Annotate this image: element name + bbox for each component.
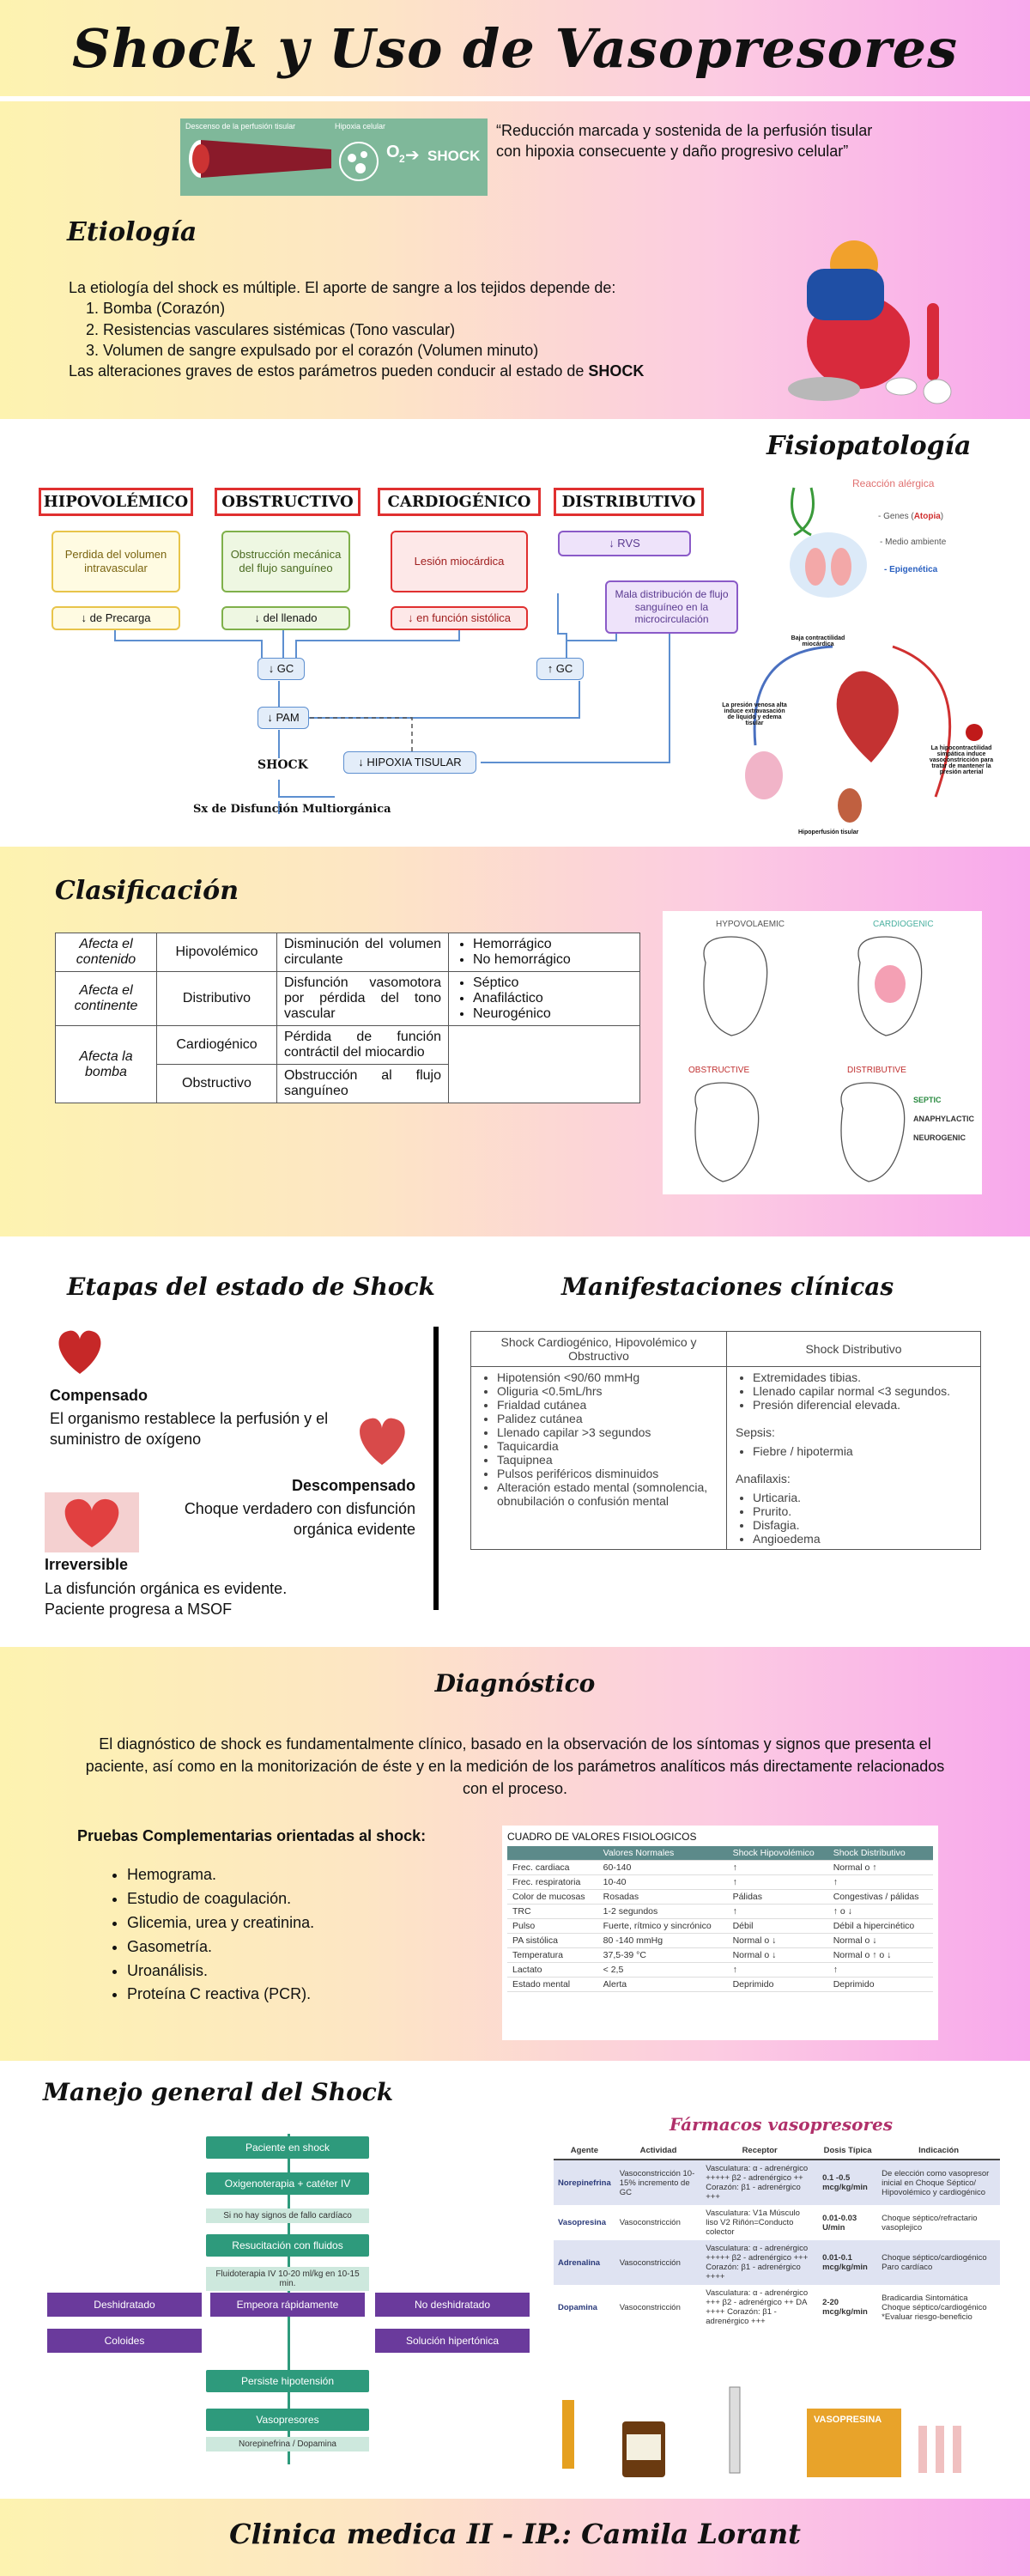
diag-pruebas-list <box>103 1863 314 2007</box>
table-cell: Vasculatura: V1a Músculo liso V2 Riñón=Conducto colector <box>706 2208 800 2237</box>
table-cell: < 2,5 <box>598 1963 728 1978</box>
heart-descompensado-icon <box>350 1408 415 1473</box>
table-cell: ↑ <box>828 1875 933 1890</box>
etapa-irreversible: Irreversible <box>45 1556 129 1573</box>
table-cell: Normal o ↓ <box>728 1948 828 1963</box>
heart-irreversible-icon <box>45 1492 139 1552</box>
clasif-tipo: Hipovolémico <box>157 933 277 972</box>
phys-table-title: CUADRO DE VALORES FISIOLOGICOS <box>507 1831 697 1843</box>
manif-item: • Angioedema <box>753 1532 972 1546</box>
drug-vials-icon <box>558 2383 996 2486</box>
clasif-desc: Disfunción vasomotora por pérdida del tono vascular <box>277 972 449 1026</box>
table-cell: Normal o ↓ <box>728 1934 828 1948</box>
clasif-sub: • No hemorrágico <box>473 952 633 968</box>
table-cell: Vasoconstricción 10-15% incremento de GC <box>619 2168 695 2197</box>
table-cell: Fuerte, rítmico y sincrónico <box>598 1919 728 1934</box>
table-cell: PA sistólica <box>507 1934 598 1948</box>
flow-resucitacion: Resucitación con fluidos <box>206 2234 369 2257</box>
manif-sepsis-list <box>736 1444 972 1458</box>
manif-item: • Taquicardia <box>497 1439 718 1453</box>
table-cell: Pulso <box>507 1919 598 1934</box>
table-cell: De elección como vasopresor inicial en Choque Séptico/ Hipovolémico y cardiogénico <box>882 2168 990 2197</box>
box-precarga: ↓ de Precarga <box>52 606 180 630</box>
footer-band <box>0 2499 1030 2576</box>
etiologia-section <box>0 101 1030 419</box>
hdr-obstructivo: OBSTRUCTIVO <box>215 488 360 516</box>
clasif-grp: Afecta la bomba <box>56 1026 157 1103</box>
table-cell: ↑ <box>728 1963 828 1978</box>
venous-label: La presión venosa alta induce extravasación de líquido y edema tisular <box>722 702 787 726</box>
table-row <box>507 1875 933 1890</box>
sketch-cardiogenic: CARDIOGENIC <box>873 920 934 929</box>
table-header-cell: Shock Hipovolémico <box>728 1846 828 1861</box>
shock-label: SHOCK <box>427 148 481 164</box>
flow-paciente-shock: Paciente en shock <box>206 2136 369 2159</box>
fisio-heading: Fisiopatología <box>766 431 972 461</box>
arrow-icon: ➔ <box>405 146 420 165</box>
table-row <box>56 1026 640 1065</box>
table-row <box>56 972 640 1026</box>
box-lesion-miocardica: Lesión miocárdica <box>391 531 528 592</box>
diag-pruebas-title: Pruebas Complementarias orientadas al shock: <box>77 1827 427 1844</box>
manif-item: • Frialdad cutánea <box>497 1398 718 1412</box>
fisio-shock: SHOCK <box>258 758 308 772</box>
etiologia-item: 3. Volumen de sangre expulsado por el corazón (Volumen minuto) <box>103 340 755 361</box>
box-funcion-sistolica: ↓ en función sistólica <box>391 606 528 630</box>
table-cell: 0.1 -0.5 mcg/kg/min <box>822 2173 868 2192</box>
clasif-sub: • Anafiláctico <box>473 991 633 1006</box>
table-cell: Normal o ↑ o ↓ <box>828 1948 933 1963</box>
heart-sketch-icon <box>663 911 982 1194</box>
table-cell: Normal o ↓ <box>828 1934 933 1948</box>
hypoxia-label: Hipoxia celular <box>335 122 386 131</box>
etiologia-body <box>69 277 755 381</box>
table-cell: Deprimido <box>828 1978 933 1992</box>
box-hipoxia-tisular: ↓ HIPOXIA TISULAR <box>343 751 476 774</box>
table-cell: Norepinefrina <box>558 2178 611 2188</box>
table-row <box>554 2285 1000 2330</box>
manif-heading: Manifestaciones clínicas <box>561 1273 894 1301</box>
table-cell: Vasopresina <box>558 2218 606 2227</box>
diagnostico-section <box>0 1647 1030 2061</box>
shock-types-sketch <box>663 911 982 1194</box>
manejo-heading: Manejo general del Shock <box>43 2078 394 2106</box>
table-cell: 2-20 mcg/kg/min <box>822 2298 868 2317</box>
atopia-label: Atopia <box>913 512 941 521</box>
heart-compensado-icon <box>50 1321 110 1381</box>
box-perdida-volumen: Perdida del volumen intravascular <box>52 531 180 592</box>
table-row <box>554 2160 1000 2205</box>
vasopresina-box-label: VASOPRESINA <box>814 2415 882 2425</box>
manejo-section <box>0 2061 1030 2499</box>
box-obstruccion: Obstrucción mecánica del flujo sanguíneo <box>221 531 350 592</box>
sketch-hypovolaemic: HYPOVOLAEMIC <box>716 920 785 929</box>
table-cell: Bradicardia Sintomática Choque séptico/cardiogénico *Evaluar riesgo-beneficio <box>882 2293 987 2322</box>
etapa-compensado: Compensado <box>50 1387 148 1404</box>
clasif-grp: Afecta el continente <box>56 972 157 1026</box>
manif-item: • Presión diferencial elevada. <box>753 1398 972 1412</box>
farm-heading: Fármacos vasopresores <box>670 2114 894 2135</box>
manif-item: • Hipotensión <90/60 mmHg <box>497 1370 718 1384</box>
manif-item: • Prurito. <box>753 1504 972 1518</box>
box-gc-up: ↑ GC <box>536 658 584 680</box>
manif-item: • Llenado capilar >3 segundos <box>497 1425 718 1439</box>
table-row <box>56 933 640 972</box>
diag-item: • Glicemia, urea y creatinina. <box>127 1911 314 1935</box>
etiologia-lead: La etiología del shock es múltiple. El aporte de sangre a los tejidos depende de: <box>69 279 616 296</box>
allergic-title: Reacción alérgica <box>852 477 935 489</box>
table-row <box>507 1861 933 1875</box>
sketch-obstructive: OBSTRUCTIVE <box>688 1066 750 1075</box>
table-row <box>554 2240 1000 2285</box>
table-header-cell: Indicación <box>877 2142 1000 2160</box>
etapa-irreversible-desc: La disfunción orgánica es evidente. Paciente progresa a MSOF <box>45 1580 288 1619</box>
table-row <box>507 1919 933 1934</box>
clasif-sub: • Neurogénico <box>473 1006 633 1022</box>
table-cell: Vasoconstricción <box>619 2302 681 2312</box>
clasif-table <box>55 933 640 1103</box>
genes-close: ) <box>940 512 944 521</box>
page-title: Shock y Uso de Vasopresores <box>72 17 958 80</box>
lungs-icon <box>777 471 880 599</box>
clasif-sub: • Séptico <box>473 975 633 991</box>
sketch-neurogenic: NEUROGENIC <box>913 1133 966 1142</box>
table-cell: ↑ <box>728 1861 828 1875</box>
table-row <box>507 1905 933 1919</box>
table-row <box>507 1978 933 1992</box>
manif-item: • Fiebre / hipotermia <box>753 1444 972 1458</box>
table-cell: 60-140 <box>598 1861 728 1875</box>
o2-label: O <box>386 143 400 161</box>
clasif-tipo: Obstructivo <box>157 1065 277 1103</box>
etapas-heading: Etapas del estado de Shock <box>67 1273 435 1301</box>
manif-anafilaxis-label: Anafilaxis: <box>736 1472 791 1485</box>
hdr-hipovolemico: HIPOVOLÉMICO <box>39 488 193 516</box>
table-row <box>507 1948 933 1963</box>
table-cell: Choque séptico/refractario vasoplejico <box>882 2213 978 2233</box>
medio-label: - Medio ambiente <box>880 538 947 547</box>
table-cell: 37,5-39 °C <box>598 1948 728 1963</box>
heart-circulation-icon <box>721 634 996 840</box>
flow-empeora: Empeora rápidamente <box>210 2293 365 2317</box>
table-header-cell: Dosis Típica <box>818 2142 877 2160</box>
table-cell: Débil <box>728 1919 828 1934</box>
table-cell: Temperatura <box>507 1948 598 1963</box>
table-cell: Congestivas / pálidas <box>828 1890 933 1905</box>
manif-item: • Disfagia. <box>753 1518 972 1532</box>
hdr-cardiogenico: CARDIOGÉNICO <box>378 488 541 516</box>
flow-hipertonica: Solución hipertónica <box>375 2329 530 2353</box>
vessel-icon <box>185 137 340 180</box>
etapas-section <box>0 1236 1030 1647</box>
manif-item: • Pulsos periféricos disminuidos <box>497 1467 718 1480</box>
table-cell: 1-2 segundos <box>598 1905 728 1919</box>
flow-fallo-cardiaco: Si no hay signos de fallo cardíaco <box>206 2208 369 2223</box>
diag-item: • Gasometría. <box>127 1935 314 1959</box>
manif-col2-header: Shock Distributivo <box>727 1332 981 1367</box>
table-cell: Pálidas <box>728 1890 828 1905</box>
table-cell: Alerta <box>598 1978 728 1992</box>
epigenetica-label: - Epigenética <box>884 565 938 574</box>
table-header-cell: Valores Normales <box>598 1846 728 1861</box>
flow-norepinefrina: Norepinefrina / Dopamina <box>206 2437 369 2451</box>
table-header-row <box>507 1846 933 1861</box>
hdr-distributivo: DISTRIBUTIVO <box>554 488 704 516</box>
table-cell: Vasoconstricción <box>619 2257 681 2268</box>
sketch-distributive: DISTRIBUTIVE <box>847 1066 906 1075</box>
fisiopatologia-section <box>0 419 1030 847</box>
table-cell: ↑ <box>728 1905 828 1919</box>
etiologia-item: 1. Bomba (Corazón) <box>103 298 755 319</box>
table-cell: 80 -140 mmHg <box>598 1934 728 1948</box>
valores-fisiologicos-table <box>502 1826 938 2040</box>
clasif-desc: Disminución del volumen circulante <box>277 933 449 972</box>
contractility-label: Baja contractilidad miocárdica <box>791 635 845 647</box>
manif-item: • Oliguria <0.5mL/hrs <box>497 1384 718 1398</box>
manif-item: • Palidez cutánea <box>497 1412 718 1425</box>
allergic-reaction-image <box>777 471 957 599</box>
etiologia-shock: SHOCK <box>588 362 645 380</box>
manif-item: • Taquipnea <box>497 1453 718 1467</box>
box-llenado: ↓ del llenado <box>221 606 350 630</box>
clasif-desc: Pérdida de función contráctil del miocardio <box>277 1026 449 1065</box>
etiologia-item: 2. Resistencias vasculares sistémicas (Tono vascular) <box>103 319 755 340</box>
flow-persiste-hipotension: Persiste hipotensión <box>206 2370 369 2392</box>
manif-item: • Extremidades tibias. <box>753 1370 972 1384</box>
box-pam: ↓ PAM <box>258 707 309 729</box>
diag-item: • Uroanálisis. <box>127 1959 314 1984</box>
etiologia-closing: Las alteraciones graves de estos parámetros pueden conducir al estado de <box>69 362 589 380</box>
manif-col2-list <box>736 1370 972 1412</box>
perfusion-label: Descenso de la perfusión tisular <box>185 122 296 131</box>
hypoperfusion-label: Hipoperfusión tisular <box>798 829 859 835</box>
box-rvs: ↓ RVS <box>558 531 691 556</box>
table-header-cell: Receptor <box>701 2142 818 2160</box>
table-cell: 10-40 <box>598 1875 728 1890</box>
diag-item: • Estudio de coagulación. <box>127 1887 314 1911</box>
flow-oxigenoterapia: Oxigenoterapia + catéter IV <box>206 2172 369 2195</box>
footer-credit: Clinica medica II - IP.: Camila Lorant <box>229 2518 801 2550</box>
vasoconstriction-label: La hipocontractilidad simpática induce vasoconstricción para tratar de mantener la presión arterial <box>929 745 994 775</box>
table-header-cell: Shock Distributivo <box>828 1846 933 1861</box>
manif-item: • Alteración estado mental (somnolencia, obnubilación o confusión mental <box>497 1480 718 1508</box>
manif-item: • Urticaria. <box>753 1491 972 1504</box>
table-row <box>507 1963 933 1978</box>
table-cell: Normal o ↑ <box>828 1861 933 1875</box>
clasif-tipo: Cardiogénico <box>157 1026 277 1065</box>
table-cell: Rosadas <box>598 1890 728 1905</box>
table-row <box>507 1934 933 1948</box>
diag-text: El diagnóstico de shock es fundamentalmente clínico, basado en la observación de los síntomas y signos que presenta el paciente, así como en la monitorización de éste y en la medición de los parámetros analíticos más directamente relacionados con el proceso. <box>85 1735 945 1798</box>
heart-circulation-image <box>721 634 996 840</box>
clasif-desc: Obstrucción al flujo sanguíneo <box>277 1065 449 1103</box>
diag-heading: Diagnóstico <box>434 1669 596 1698</box>
farmacos-table <box>554 2142 1000 2330</box>
shock-definition-quote: “Reducción marcada y sostenida de la perfusión tisular con hipoxia consecuente y daño progresivo celular” <box>496 122 873 161</box>
flow-vasopresores: Vasopresores <box>206 2409 369 2431</box>
etapa-compensado-desc: El organismo restablece la perfusión y el suministro de oxígeno <box>50 1410 329 1449</box>
diag-item: • Hemograma. <box>127 1863 314 1887</box>
manif-sepsis-label: Sepsis: <box>736 1425 775 1439</box>
clasificacion-section <box>0 847 1030 1236</box>
manif-col1-list <box>480 1370 718 1508</box>
clasif-tipo: Distributivo <box>157 972 277 1026</box>
table-cell: 0.01-0.1 mcg/kg/min <box>822 2253 868 2272</box>
manif-anafilaxis-list <box>736 1491 972 1546</box>
table-cell: Frec. cardiaca <box>507 1861 598 1875</box>
table-cell: Estado mental <box>507 1978 598 1992</box>
table-cell: ↑ o ↓ <box>828 1905 933 1919</box>
flow-coloides: Coloides <box>47 2329 202 2353</box>
table-cell: Vasoconstricción <box>619 2218 681 2227</box>
table-header-cell <box>507 1846 598 1861</box>
flow-deshidratado: Deshidratado <box>47 2293 202 2317</box>
sketch-septic: SEPTIC <box>913 1096 942 1104</box>
table-header-cell: Agente <box>554 2142 615 2160</box>
manifestaciones-table <box>470 1331 981 1550</box>
table-cell: Lactato <box>507 1963 598 1978</box>
cell-icon <box>335 137 386 185</box>
box-mala-distribucion: Mala distribución de flujo sanguíneo en la microcirculación <box>605 580 738 634</box>
clasif-sub: • Hemorrágico <box>473 937 633 952</box>
table-header-row <box>554 2142 1000 2160</box>
table-cell: Deprimido <box>728 1978 828 1992</box>
table-row <box>507 1890 933 1905</box>
flow-fluidoterapia: Fluidoterapia IV 10-20 ml/kg en 10-15 min. <box>206 2267 369 2291</box>
vertical-divider <box>433 1327 439 1610</box>
table-cell: Adrenalina <box>558 2257 601 2268</box>
manif-item: • Llenado capilar normal <3 segundos. <box>753 1384 972 1398</box>
table-cell: ↑ <box>828 1963 933 1978</box>
etapa-descompensado-desc: Choque verdadero con disfunción orgánica evidente <box>184 1500 415 1539</box>
table-cell: Choque séptico/cardiogénico Paro cardíaco <box>882 2253 987 2272</box>
cpr-figure-icon <box>772 230 961 415</box>
table-cell: Vasculatura: α - adrenérgico +++++ β2 - adrenérgico +++ Corazón: β1 - adrenérgico ++++ <box>706 2244 809 2281</box>
flow-no-deshidratado: No deshidratado <box>375 2293 530 2317</box>
table-cell: Color de mucosas <box>507 1890 598 1905</box>
table-cell: ↑ <box>728 1875 828 1890</box>
title-band <box>0 0 1030 96</box>
box-gc-down: ↓ GC <box>258 658 305 680</box>
table-row <box>554 2205 1000 2240</box>
table-cell: TRC <box>507 1905 598 1919</box>
genes-label: - Genes ( <box>878 512 914 521</box>
manif-col1-header: Shock Cardiogénico, Hipovolémico y Obstructivo <box>471 1332 727 1367</box>
table-cell: Frec. respiratoria <box>507 1875 598 1890</box>
perfusion-diagram <box>180 118 488 196</box>
etapa-descompensado: Descompensado <box>291 1477 415 1494</box>
clasif-heading: Clasificación <box>55 876 239 906</box>
table-cell: Dopamina <box>558 2302 597 2312</box>
diag-item: • Proteína C reactiva (PCR). <box>127 1983 314 2007</box>
table-cell: 0.01-0.03 U/min <box>822 2213 857 2233</box>
table-cell: Vasculatura: α - adrenérgico +++++ β2 - adrenérgico ++ Corazón: β1 - adrenérgico +++ <box>706 2164 809 2202</box>
table-header-cell: Actividad <box>615 2142 701 2160</box>
table-cell: Vasculatura: α - adrenérgico +++ β2 - adrenérgico ++ DA ++++ Corazón: β1 - adrenérgico +++ <box>706 2288 809 2326</box>
table-cell: Débil a hipercinético <box>828 1919 933 1934</box>
fisio-sx-disfuncion: Sx de Disfunción Multiorgánica <box>193 803 391 816</box>
o2-subscript: 2 <box>399 153 405 165</box>
clasif-grp: Afecta el contenido <box>56 933 157 972</box>
sketch-anaphylactic: ANAPHYLACTIC <box>913 1115 974 1123</box>
etiologia-heading: Etiología <box>67 217 197 247</box>
